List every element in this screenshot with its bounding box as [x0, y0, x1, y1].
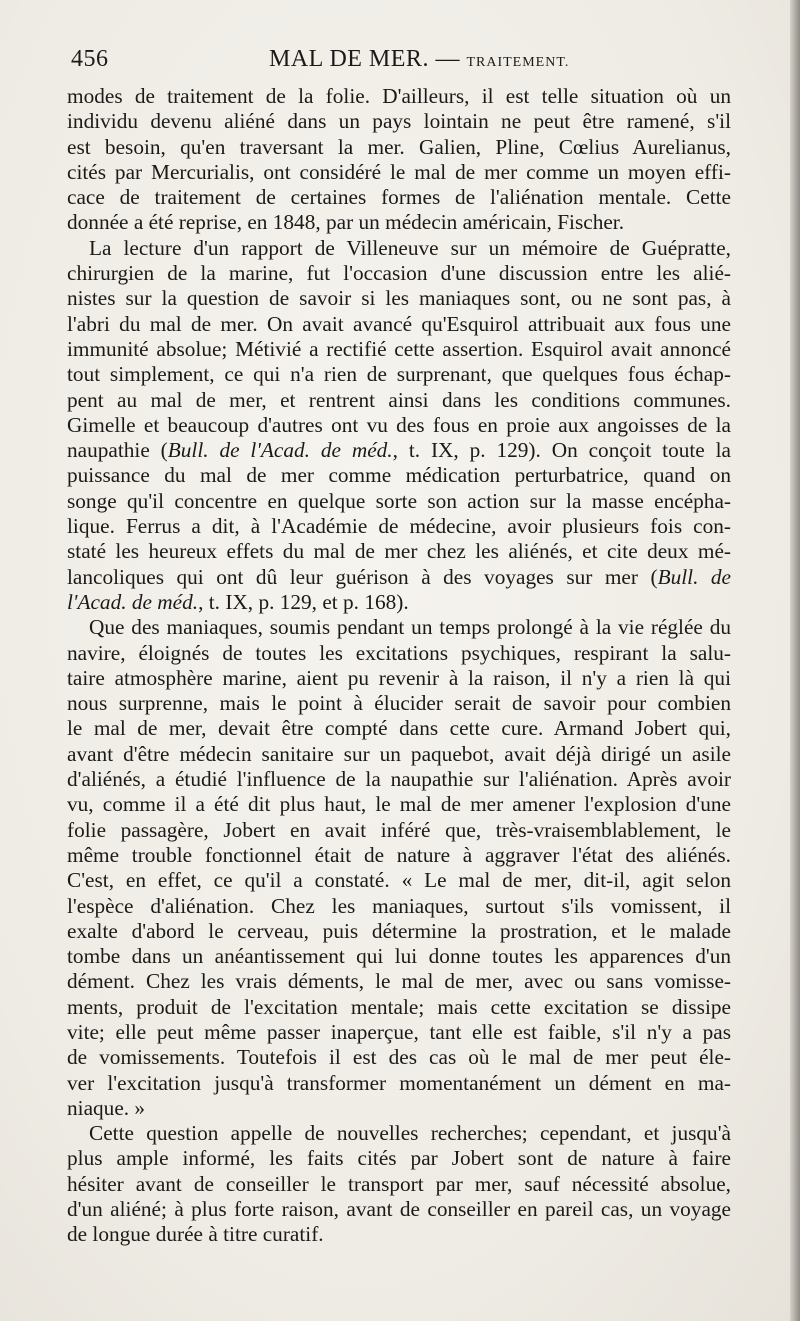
text-segment: hésiter avant de conseiller le transport par mer, sauf nécessité absolue,: [67, 1171, 731, 1196]
text-line: [67, 185, 731, 210]
text-line: [67, 843, 731, 868]
body-text: [67, 84, 731, 1248]
text-line: [67, 489, 731, 514]
text-segment: le mal de mer, devait être compté dans cette cure. Armand Jobert qui,: [67, 716, 731, 741]
page-header: [71, 46, 731, 78]
text-line: [67, 691, 731, 716]
text-segment: exalte d'abord le cerveau, puis détermine la prostration, et le malade: [67, 918, 731, 943]
text-segment: folie passagère, Jobert en avait inféré que, très-vraisemblablement, le: [67, 817, 731, 842]
text-line: [67, 109, 731, 134]
page-edge-shadow: [790, 0, 800, 1321]
text-line: [67, 767, 731, 792]
text-segment: tout simplement, ce qui n'a rien de surprenant, que quelques fous échap-: [67, 362, 731, 387]
text-segment: naupathie (: [67, 438, 168, 463]
text-line: [67, 84, 731, 109]
text-line: [67, 135, 731, 160]
text-segment: modes de traitement de la folie. D'ailleurs, il est telle situation où un: [67, 84, 731, 108]
text-line: [67, 312, 731, 337]
text-segment: individu devenu aliéné dans un pays lointain ne peut être ramené, s'il: [67, 109, 731, 134]
text-segment: nistes sur la question de savoir si les maniaques sont, ou ne sont pas, à: [67, 286, 731, 311]
text-segment: de longue durée à titre curatif.: [67, 1222, 324, 1247]
text-segment: avant d'être médecin sanitaire sur un paquebot, avait déjà dirigé un asile: [67, 741, 731, 766]
text-segment: plus ample informé, les faits cités par Jobert sont de nature à faire: [67, 1146, 731, 1171]
italic-citation: l'Acad. de méd.: [67, 589, 199, 614]
text-segment: staté les heureux effets du mal de mer chez les aliénés, et cite deux mé-: [67, 539, 731, 564]
text-line: [67, 1172, 731, 1197]
text-segment: ver l'excitation jusqu'à transformer momentanément un dément en ma-: [67, 1070, 731, 1095]
text-line: [67, 1197, 731, 1222]
text-segment: tombe dans un anéantissement qui lui donne toutes les apparences d'un: [67, 944, 731, 969]
text-line: [67, 286, 731, 311]
text-line: [67, 1071, 731, 1096]
page-number: 456: [71, 46, 109, 72]
text-segment: taire atmosphère marine, aient pu revenir à la raison, il n'y a rien là qui: [67, 665, 731, 690]
text-line: [67, 1121, 731, 1146]
text-line: [67, 413, 731, 438]
text-line: [67, 388, 731, 413]
text-segment: lique. Ferrus a dit, à l'Académie de médecine, avoir plusieurs fois con-: [67, 514, 731, 539]
text-line: [67, 919, 731, 944]
text-line: [67, 337, 731, 362]
text-line: [67, 894, 731, 919]
text-line: [67, 210, 731, 235]
text-segment: chirurgien de la marine, fut l'occasion d'une discussion entre les alié-: [67, 261, 731, 286]
text-line: [67, 641, 731, 666]
text-line: [67, 1222, 731, 1247]
text-segment: navire, éloignés de toutes les excitations psychiques, respirant la salu-: [67, 640, 731, 665]
text-line: [67, 1096, 731, 1121]
running-head: [269, 46, 569, 73]
text-segment: , t. IX, p. 129, et p. 168).: [198, 589, 409, 614]
text-line: [67, 539, 731, 564]
text-segment: niaque. »: [67, 1095, 146, 1120]
text-line: [67, 1020, 731, 1045]
text-segment: lancoliques qui ont dû leur guérison à des voyages sur mer (: [67, 564, 658, 589]
text-segment: ments, produit de l'excitation mentale; mais cette excitation se dissipe: [67, 994, 731, 1019]
text-line: [67, 463, 731, 488]
text-segment: d'un aliéné; à plus forte raison, avant de conseiller en pareil cas, un voyage: [67, 1197, 731, 1222]
text-segment: est besoin, qu'en traversant la mer. Galien, Pline, Cœlius Aurelianus,: [67, 134, 731, 159]
text-line: [67, 236, 731, 261]
text-segment: vu, comme il a été dit plus haut, le mal de mer amener l'explosion d'une: [67, 792, 731, 817]
text-line: [67, 1045, 731, 1070]
text-segment: nous surprenne, mais le point à élucider serait de savoir pour combien: [67, 691, 731, 716]
text-line: [67, 514, 731, 539]
text-segment: C'est, en effet, ce qu'il a constaté. « Le mal de mer, dit-il, agit selon: [67, 868, 731, 893]
text-line: [67, 160, 731, 185]
text-line: [67, 944, 731, 969]
text-line: [67, 362, 731, 387]
text-line: [67, 666, 731, 691]
text-segment: La lecture d'un rapport de Villeneuve sur un mémoire de Guépratte,: [89, 235, 731, 260]
text-segment: puissance du mal de mer comme médication perturbatrice, quand on: [67, 463, 731, 488]
text-line: [67, 969, 731, 994]
text-line: [67, 742, 731, 767]
text-segment: même trouble fonctionnel était de nature à aggraver l'état des aliénés.: [67, 842, 731, 867]
text-segment: d'aliénés, a étudié l'influence de la naupathie sur l'aliénation. Après avoir: [67, 767, 731, 792]
text-segment: cités par Mercurialis, ont considéré le mal de mer comme un moyen effi-: [67, 159, 731, 184]
text-line: [67, 565, 731, 590]
running-head-section: TRAITEMENT.: [466, 55, 570, 70]
text-line: [67, 868, 731, 893]
text-segment: dément. Chez les vrais déments, le mal de mer, avec ou sans vomisse-: [67, 969, 731, 994]
text-segment: immunité absolue; Métivié a rectifié cette assertion. Esquirol avait annoncé: [67, 336, 731, 361]
italic-citation: Bull. de l'Acad. de méd.: [167, 438, 393, 463]
text-segment: de vomissements. Toutefois il est des cas où le mal de mer peut éle-: [67, 1045, 731, 1070]
text-line: [67, 1146, 731, 1171]
text-segment: l'abri du mal de mer. On avait avancé qu'Esquirol attribuait aux fous une: [67, 311, 731, 336]
text-line: [67, 438, 731, 463]
text-segment: songe qu'il concentre en quelque sorte son action sur la masse encépha-: [67, 488, 731, 513]
text-line: [67, 995, 731, 1020]
text-line: [67, 792, 731, 817]
italic-citation: Bull. de: [657, 564, 731, 589]
text-segment: donnée a été reprise, en 1848, par un médecin américain, Fischer.: [67, 210, 625, 235]
text-line: [67, 818, 731, 843]
text-line: [67, 590, 731, 615]
text-line: [67, 615, 731, 640]
text-segment: , t. IX, p. 129). On conçoit toute la: [392, 438, 731, 463]
text-segment: Gimelle et beaucoup d'autres ont vu des fous en proie aux angoisses de la: [67, 412, 731, 437]
text-segment: vite; elle peut même passer inaperçue, tant elle est faible, s'il n'y a pas: [67, 1019, 731, 1044]
text-line: [67, 716, 731, 741]
text-segment: Que des maniaques, soumis pendant un temps prolongé à la vie réglée du: [89, 615, 731, 640]
running-head-title: MAL DE MER. —: [269, 46, 460, 72]
text-segment: Cette question appelle de nouvelles recherches; cependant, et jusqu'à: [89, 1121, 731, 1146]
text-line: [67, 261, 731, 286]
text-segment: l'espèce d'aliénation. Chez les maniaques, surtout s'ils vomissent, il: [67, 893, 731, 918]
text-segment: cace de traitement de certaines formes de l'aliénation mentale. Cette: [67, 185, 731, 210]
text-segment: pent au mal de mer, et rentrent ainsi dans les conditions communes.: [67, 387, 731, 412]
